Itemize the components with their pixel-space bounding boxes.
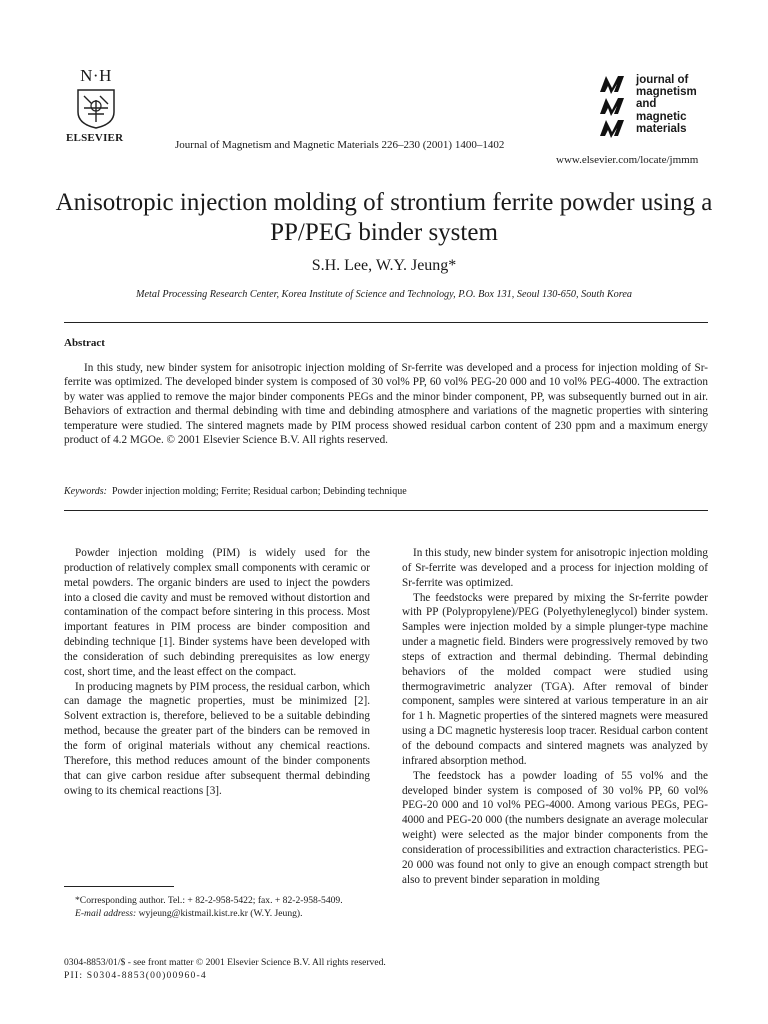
publisher-logo (66, 66, 126, 144)
corresponding-author-note: *Corresponding author. Tel.: + 82-2-958-5422; fax. + 82-2-958-5409. (75, 895, 343, 906)
journal-logo-line: journal of (636, 74, 689, 86)
email-address: wyjeung@kistmail.kist.re.kr (W.Y. Jeung). (138, 908, 303, 920)
keywords-label: Keywords: (64, 486, 107, 497)
divider-top (64, 322, 708, 323)
publisher-name: ELSEVIER (66, 132, 124, 144)
abstract-text: In this study, new binder system for anisotropic injection molding of Sr-ferrite was developed and a process for injection molding of Sr-ferrite was optimized. The developed binder system is composed of 30 vol% PP, 60 vol% PEG-20 000 and 10 vol% PEG-4000. The extraction by water was applied to remove the major binder components PEGs and the minor binder component, PP, was subsequently burned out in air. Behaviors of extraction and thermal debinding with time and debinding atmosphere and variations of the magnetic properties with sintering temperature were studied. The sintered magnets made by PIM process showed residual carbon content of 230 ppm and a maximum energy product of 4.2 MGOe. © 2001 Elsevier Science B.V. All rights reserved. (64, 362, 708, 447)
body-paragraph: The feedstocks were prepared by mixing the Sr-ferrite powder with PP (Polypropylene)/PEG (Polyethyleneglycol) binder system. Samples were injection molded by a simple plunger-type machine under a magnetic field. Binders were progressively removed by two steps of extraction and thermal debinding. Thermal debinding behaviors of the molded compact were studied using thermogravimetric analyzer (TGA). After removal of binder component, samples were sintered at various temperature in an air for 1 h. Magnetic properties of the sintered magnets were measured using a DC magnetic hysteresis loop tracer. Residual carbon content of the debound compacts and sintered magnets was analyzed by infrared absorption method. (402, 591, 708, 767)
paper-title: Anisotropic injection molding of strontium ferrite powder using a PP/PEG binder system (55, 189, 713, 246)
body-paragraph: In producing magnets by PIM process, the residual carbon, which can damage the magnetic properties, must be minimized [2]. Solvent extraction is, therefore, believed to be a suitable debinding method, because the greater part of the binders can be removed in the form of original materials without any chemical reactions. Therefore, this method reduces amount of the binder components that can give carbon residue after subsequent thermal debinding owing to its chemical reactions [3]. (64, 680, 370, 797)
copyright-line: 0304-8853/01/$ - see front matter © 2001 Elsevier Science B.V. All rights reserved. (64, 957, 386, 968)
keywords-text: Powder injection molding; Ferrite; Residual carbon; Debinding technique (111, 486, 407, 497)
publisher-emblem-icon (74, 86, 118, 130)
body-paragraph: In this study, new binder system for anisotropic injection molding of Sr-ferrite was developed and a process for injection molding of Sr-ferrite was optimized. (402, 547, 708, 589)
email-label: E-mail address: (75, 908, 137, 920)
publisher-mark: N·H (80, 66, 112, 85)
authors: S.H. Lee, W.Y. Jeung* (311, 257, 457, 274)
left-column (64, 546, 370, 798)
right-column (402, 546, 708, 887)
email-note (64, 907, 370, 920)
imprint (64, 956, 386, 982)
footnote (64, 894, 370, 921)
journal-logo-line: magnetism (636, 86, 697, 99)
journal-logo-line: magnetic (636, 110, 687, 123)
affiliation: Metal Processing Research Center, Korea Institute of Science and Technology, P.O. Box 131, Seoul 130-650, South Korea (136, 289, 632, 300)
keywords (64, 486, 407, 497)
body-paragraph: The feedstock has a powder loading of 55 vol% and the developed binder system is composed of 30 vol% PP, 60 vol% PEG-20 000 and 10 vol% PEG-4000. Among various PEGs, PEG-4000 and PEG-20 000 (the numbers designate an average molecular weight) were selected as the major binder components from the consideration of processibilities and extraction characteristics. PEG-20 000 was found not only to give an enough compact strength but also to prevent binder separation in molding (402, 769, 709, 886)
divider-bottom (64, 510, 708, 511)
journal-url-link[interactable]: www.elsevier.com/locate/jmmm (556, 154, 699, 166)
journal-logo-text (636, 74, 697, 135)
body-paragraph: Powder injection molding (PIM) is widely used for the production of relatively complex small components with ceramic or metal powders. The organic binders are used to inject the powders into a closed die cavity and must be removed without distortion and contamination of the compact before sintering in this process. Most important features in PIM process are binder composition and debinding technique [1]. Binder systems have been developed with the consideration of such debinding prerequisites as low energy cost, short time, and the least effect on the compact. (64, 547, 370, 678)
journal-logo-line: and (636, 98, 657, 111)
pii-line: PII: S0304-8853(00)00960-4 (64, 970, 207, 981)
journal-citation: Journal of Magnetism and Magnetic Materials 226–230 (2001) 1400–1402 (175, 139, 505, 151)
footnote-rule (64, 886, 174, 887)
abstract-heading: Abstract (64, 337, 105, 349)
journal-logo-line: materials (636, 122, 687, 135)
